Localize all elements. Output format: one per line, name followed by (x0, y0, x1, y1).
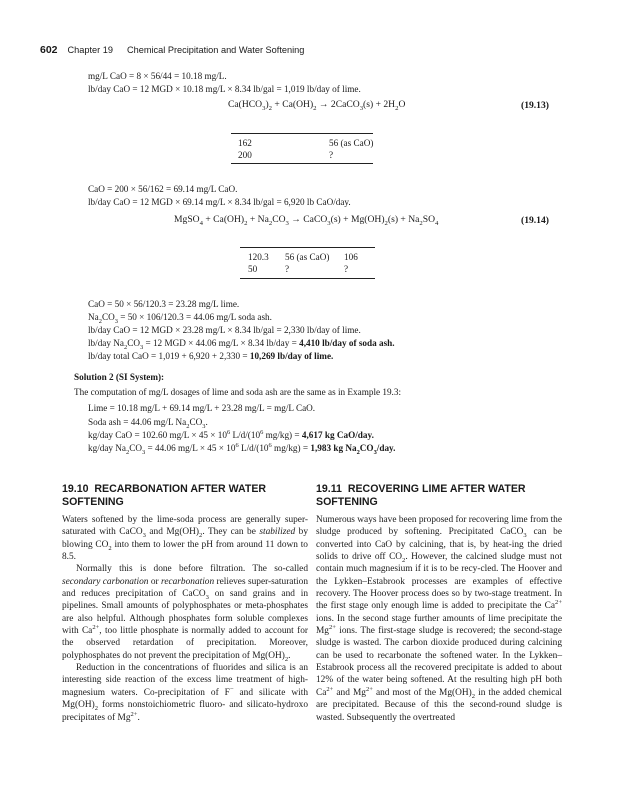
calc-line: Lime = 10.18 mg/L + 69.14 mg/L + 23.28 mg/L = mg/L CaO. (88, 403, 316, 413)
section-title: RECARBONATION AFTER WATER (94, 483, 267, 495)
left-column-body (62, 514, 308, 724)
paragraph: Reduction in the concentrations of fluorides and silica is an interesting side reaction of the excess lime treatment of high-magnesium waters. Co-precipitation of F− and silicate with $Mg(OH)_2$ forms nonstoichiometric fluoro- and silicato-hydroxo precipitates of $Mg^{2+}$. (62, 663, 308, 723)
table-cell: 56 (as CaO) (285, 252, 330, 262)
page-number: 602 (40, 44, 58, 56)
table-rule (240, 247, 375, 248)
equation-label: (19.14) (521, 215, 549, 226)
calc-line: Soda ash = 44.06 mg/L $Na_2CO_3$. (88, 417, 208, 430)
ratio-table (248, 251, 358, 275)
calc-line: $Na_2CO_3 = 50 \times 106/120.3 = 44.06$ mg/L soda ash. (88, 312, 272, 325)
paragraph: Numerous ways have been proposed for recovering lime from the sludge produced by softening. Precipitated CaCO$_3$ can be converted into CaO by calcining, that is, by heat-ing the dried solids to drive off $CO_2$. However, the calcined sludge must not contain much magnesium if it is to be recy-cled. The Hoover and the Lykken–Estabrook processes are examples of effective recovery. The Hoover process does so by two-stage treatment. In the first stage only enough lime is added to precipitate the $Ca^{2+}$ ions. In the second stage further amounts of lime precipitate the $Mg^{2+}$ ions. The first-stage sludge is recovered; the second-stage sludge is wasted. The carbon dioxide produced during calcining can be used to recarbonate the softened water. In the Lykken–Estabrook process all the recovered precipitate is added to about 12% of the water being softened. At the resulting high pH both $Ca^{2+}$ and $Mg^{2+}$ and most of the $Mg(OH)_2$ in the added chemical are precipitated. Because of this the second-round sludge is wasted. Subsequently the overtreated (316, 515, 562, 723)
calc-line: kg/day $Na_2CO_3 = 44.06$ $mg/L \times 45 \times 10^6$ $L/d/(10^6$ mg/kg) = 1,983 kg $Na_2CO_3$/day. (88, 441, 396, 456)
table-rule (231, 133, 373, 134)
chapter-label: Chapter 19 (67, 45, 113, 55)
section-title-line2: SOFTENING (316, 496, 378, 508)
total-lime-text: lb/day total CaO = 1,019 + 6,920 + 2,330 = (88, 351, 250, 361)
table-cell: 56 (as CaO) (329, 138, 374, 148)
table-cell: ? (344, 264, 349, 274)
equation-label: (19.13) (521, 100, 549, 111)
table-cell: 162 (238, 138, 252, 148)
section-heading-19-10 (62, 483, 266, 509)
calc-line: lb/day CaO = 12 MGD × 10.18 mg/L × 8.34 lb/gal = 1,019 lb/day of lime. (88, 84, 361, 94)
calc-line: lb/day CaO = 12 MGD × 23.28 mg/L × 8.34 lb/gal = 2,330 lb/day of lime. (88, 325, 361, 335)
right-column-body (316, 514, 562, 724)
ratio-table (238, 137, 373, 161)
section-number: 19.10 (62, 483, 89, 495)
calc-line: lb/day CaO = 12 MGD × 69.14 mg/L × 8.34 lb/gal = 6,920 lb CaO/day. (88, 197, 351, 207)
table-cell: 106 (344, 252, 358, 262)
calc-line: lb/day $Na_2CO_3 = 12$ MGD × 44.06 mg/L × 8.34 lb/day = 4,410 lb/day of soda ash. (88, 338, 395, 351)
calc-line: mg/L CaO = 8 × 56/44 = 10.18 mg/L. (88, 71, 227, 81)
section-title-line2: SOFTENING (62, 496, 124, 508)
equation-19-13: $Ca(HCO_3)_2 + Ca(OH)_2$ → 2CaCO$_3$(s) + $2H_2O$ (228, 99, 406, 112)
table-cell: 50 (248, 264, 258, 274)
total-lime-value: 10,269 lb/day of lime. (249, 351, 334, 361)
calc-line: CaO = 200 × 56/162 = 69.14 mg/L CaO. (88, 184, 238, 194)
table-cell: ? (285, 264, 290, 274)
section-heading-19-11 (316, 483, 526, 509)
equation-19-14: MgSO$_4$ + $Ca(OH)_2 + Na_2CO_3$ → CaCO$_3$(s) + $Mg(OH)_2(s) + Na_2SO_4$ (174, 214, 439, 227)
calc-line (88, 350, 333, 362)
solution-heading: Solution 2 (SI System): (74, 372, 165, 382)
paragraph: Waters softened by the lime-soda process are generally super-saturated with CaCO$_3$ and $Mg(OH)_2$. They can be stabilized by blowing $CO_2$ into them to lower the pH from around 11 down to 8.5. (62, 515, 308, 563)
section-number: 19.11 (316, 483, 342, 495)
running-header (40, 40, 304, 58)
paragraph: Normally this is done before filtration. The so-called secondary carbonation or recarbonation relieves super-saturation and reduces precipitation of CaCO$_3$ on sand grains and in pipelines. Small amounts of polyphosphates or meta-phosphates are also helpful. Although phosphates form soluble complexes with $Ca^{2+}$, too little phosphate is normally added to account for the observed retardation of precipitation. Moreover, polyphosphates do not prevent the precipitation of $Mg(OH)_2$. (62, 564, 309, 663)
table-cell: 200 (238, 150, 252, 160)
calc-line: kg/day CaO = 102.60 $mg/L \times 45 \times 10^6$ $L/d/(10^6$ mg/kg) = 4,617 kg CaO/day. (88, 428, 374, 440)
table-rule (240, 278, 375, 279)
table-cell: 120.3 (248, 252, 269, 262)
table-cell: ? (329, 150, 334, 160)
solution-intro: The computation of mg/L dosages of lime and soda ash are the same as in Example 19.3: (74, 387, 402, 397)
table-rule (231, 163, 373, 164)
section-title: RECOVERING LIME AFTER WATER (347, 483, 526, 495)
chapter-title: Chemical Precipitation and Water Softening (127, 45, 305, 55)
calc-line: CaO = 50 × 56/120.3 = 23.28 mg/L lime. (88, 299, 240, 309)
